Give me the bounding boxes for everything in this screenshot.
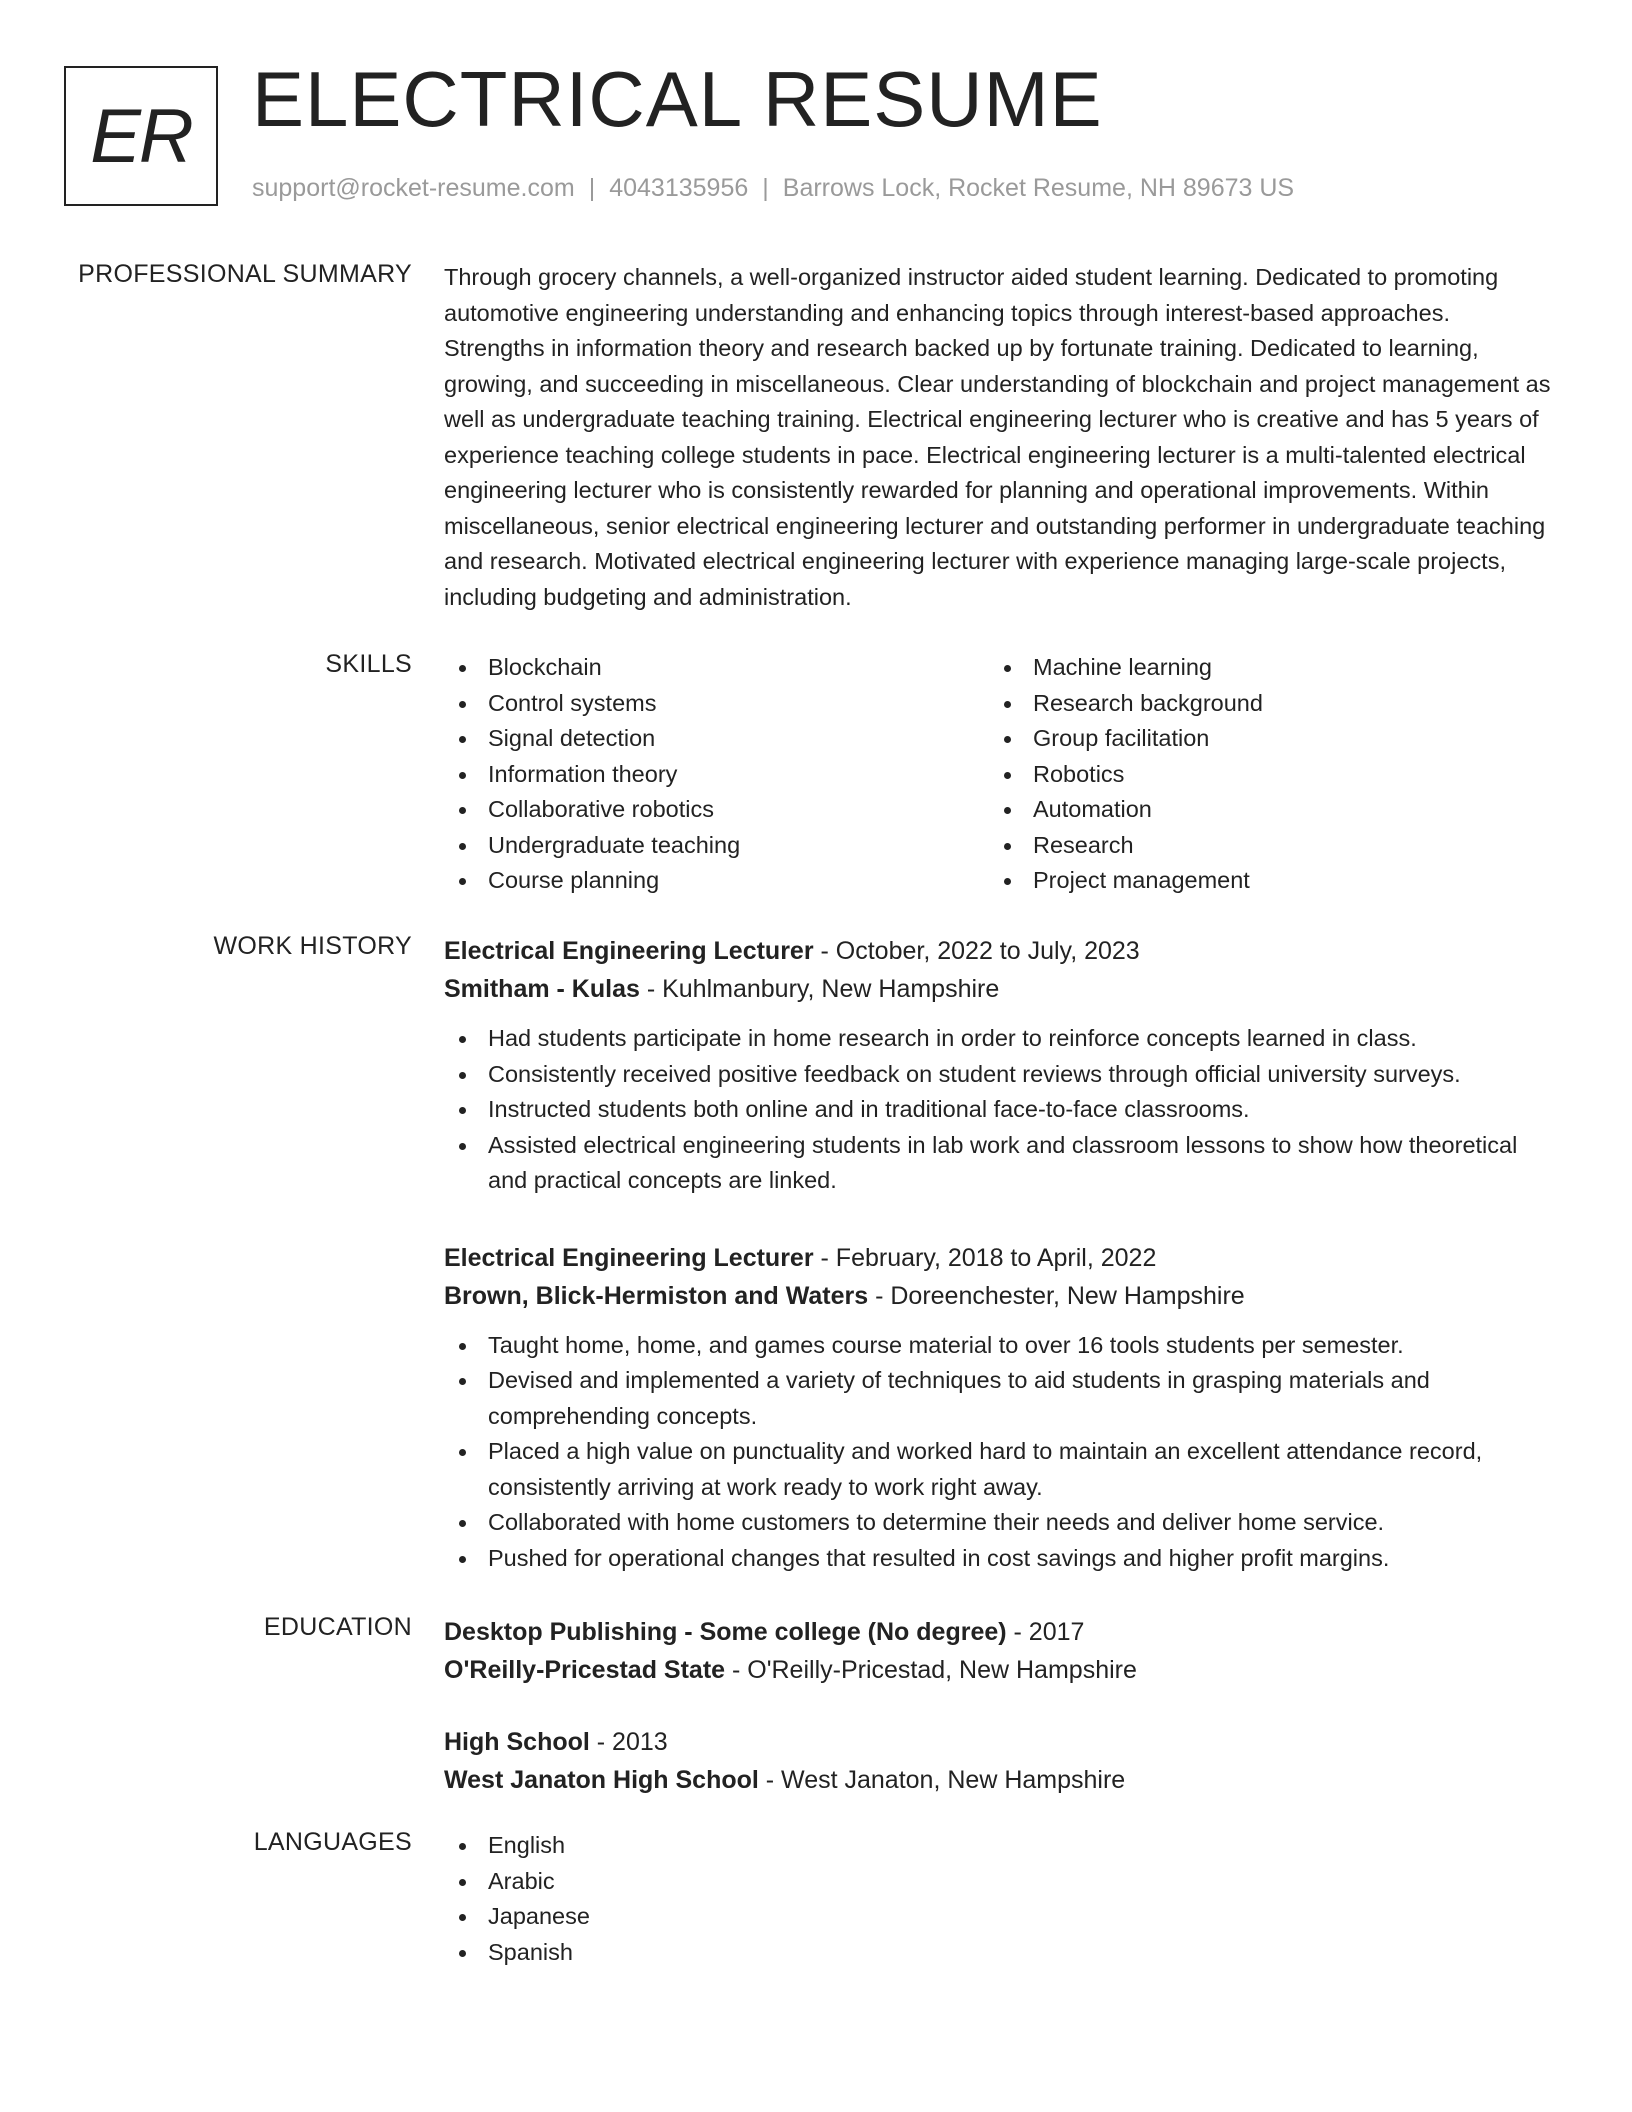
skill-item: Project management [989,863,1534,899]
resume-title: ELECTRICAL RESUME [252,55,1103,143]
language-item: Spanish [444,1935,1554,1971]
languages-heading: LANGUAGES [253,1828,412,1856]
skill-item: Collaborative robotics [444,792,989,828]
language-item: Japanese [444,1899,1554,1935]
job-bullet: Devised and implemented a variety of techniques to aid students in grasping materials and comprehending concepts. [444,1363,1554,1434]
job-title-line [444,932,1554,970]
contact-line [252,174,1294,203]
skill-item: Automation [989,792,1534,828]
skill-item: Control systems [444,686,989,722]
education-entry [444,1723,1554,1799]
contact-address: Barrows Lock, Rocket Resume, NH 89673 US [782,174,1295,202]
education-entry [444,1613,1554,1689]
skill-item: Course planning [444,863,989,899]
skills-list-left [444,650,989,899]
skill-item: Research background [989,686,1534,722]
language-item: Arabic [444,1864,1554,1900]
job-company-line [444,1277,1554,1315]
job-title: Electrical Engineering Lecturer [444,937,814,965]
skill-item: Research [989,828,1534,864]
skill-item: Blockchain [444,650,989,686]
education-year: - 2017 [1006,1618,1085,1646]
job-entry [444,1239,1554,1577]
job-entry [444,932,1554,1199]
job-bullet: Taught home, home, and games course material to over 16 tools students per semester. [444,1328,1554,1364]
summary-body [444,260,1554,615]
education-degree: High School [444,1728,590,1756]
skills-heading: SKILLS [325,650,412,678]
summary-heading: PROFESSIONAL SUMMARY [78,260,412,288]
education-year: - 2013 [589,1728,668,1756]
contact-separator: | [588,174,596,202]
skill-item: Signal detection [444,721,989,757]
languages-list [444,1828,1554,1970]
education-location: - West Janaton, New Hampshire [758,1766,1126,1794]
education-degree-line [444,1613,1554,1651]
education-degree: Desktop Publishing - Some college (No degree) [444,1618,1007,1646]
education-school-line [444,1651,1554,1689]
skill-item: Machine learning [989,650,1534,686]
monogram-logo: ER [64,66,218,206]
work-history-heading: WORK HISTORY [213,932,412,960]
education-school: O'Reilly-Pricestad State [444,1656,726,1684]
contact-separator: | [762,174,769,202]
job-bullet: Collaborated with home customers to determine their needs and deliver home service. [444,1505,1554,1541]
job-bullet: Consistently received positive feedback on student reviews through official university surveys. [444,1057,1554,1093]
job-location: - Kuhlmanbury, New Hampshire [639,975,1000,1003]
job-bullet: Had students participate in home research in order to reinforce concepts learned in class. [444,1021,1554,1057]
job-title: Electrical Engineering Lecturer [444,1243,814,1272]
language-item: English [444,1828,1554,1864]
job-bullet: Assisted electrical engineering students in lab work and classroom lessons to show how theoretical and practical concepts are linked. [444,1128,1554,1199]
contact-email[interactable]: support@rocket-resume.com [252,174,575,202]
skill-item: Group facilitation [989,721,1534,757]
job-company: Smitham - Kulas [444,975,640,1003]
job-title-line [444,1239,1554,1277]
skill-item: Information theory [444,757,989,793]
job-dates: - February, 2018 to April, 2022 [813,1243,1157,1272]
skill-item: Robotics [989,757,1534,793]
work-history-body [444,932,1554,1576]
job-company: Brown, Blick-Hermiston and Waters [444,1281,869,1310]
job-bullet: Pushed for operational changes that resulted in cost savings and higher profit margins. [444,1541,1554,1577]
job-bullet: Placed a high value on punctuality and worked hard to maintain an excellent attendance record, consistently arriving at work ready to work right away. [444,1434,1554,1505]
job-bullet-list [444,1328,1554,1577]
job-bullet-list [444,1021,1554,1199]
education-degree-line [444,1723,1554,1761]
education-heading: EDUCATION [263,1613,412,1641]
contact-phone[interactable]: 4043135956 [609,174,749,202]
skills-body [444,650,1554,899]
summary-text: Through grocery channels, a well-organized instructor aided student learning. Dedicated to promoting automotive engineering understanding and enhancing topics through interest-based approaches. Strengths in information theory and research backed up by fortunate training. Dedicated to learning, growing, and succeeding in miscellaneous. Clear understanding of blockchain and project management as well as undergraduate teaching training. Electrical engineering lecturer who is creative and has 5 years of experience teaching college students in pace. Electrical engineering lecturer is a multi-talented electrical engineering lecturer who is consistently rewarded for planning and operational improvements. Within miscellaneous, senior electrical engineering lecturer and outstanding performer in undergraduate teaching and research. Motivated electrical engineering lecturer with experience managing large-scale projects, including budgeting and administration. [444,264,1551,610]
languages-body [444,1828,1554,1970]
job-dates: - October, 2022 to July, 2023 [813,937,1140,965]
skills-list-right [989,650,1534,899]
education-location: - O'Reilly-Pricestad, New Hampshire [725,1656,1137,1684]
education-school: West Janaton High School [444,1766,759,1794]
job-bullet: Instructed students both online and in traditional face-to-face classrooms. [444,1092,1554,1128]
job-company-line [444,970,1554,1008]
skill-item: Undergraduate teaching [444,828,989,864]
education-school-line [444,1761,1554,1799]
job-location: - Doreenchester, New Hampshire [868,1281,1245,1310]
education-body [444,1613,1554,1799]
